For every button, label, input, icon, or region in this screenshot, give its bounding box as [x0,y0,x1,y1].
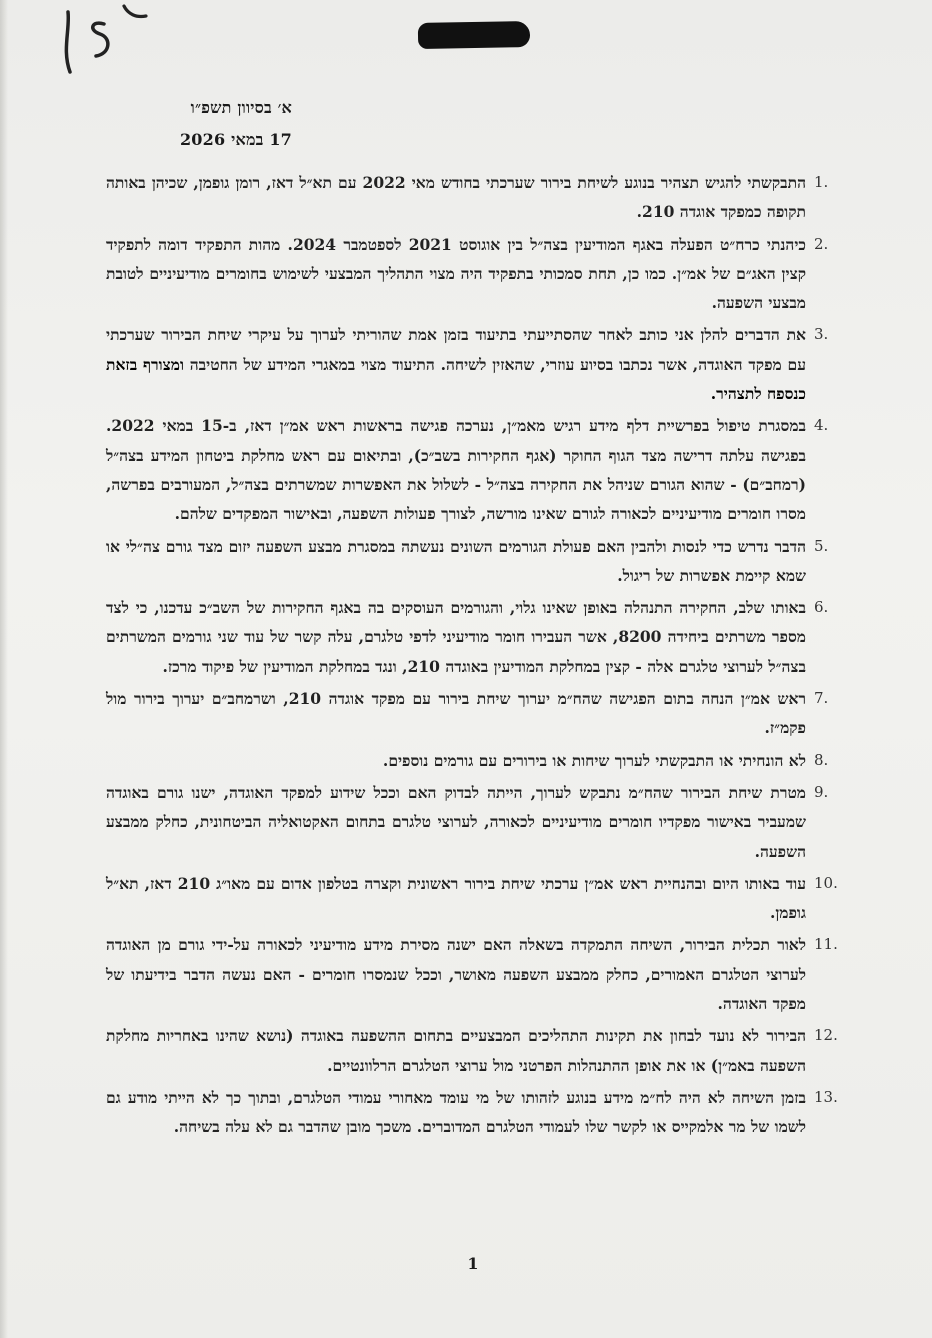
handwritten-initials-mark [40,2,150,74]
paragraph-number: 1. [814,173,829,191]
paragraph-text: באותו שלב, החקירה התנהלה באופן שאינו גלוי, והגורמים העוסקים בה באגף החקירות של השב״כ עדכנו, כי לצד מספר משרתים ביחידה 8200, אשר העבירו חומר מודיעיני לדפי טלגרם, עלה קשר של עוד שני גורמים המשרתים בצה״ל לערוצי טלגרם אלה - קצין במחלקת המודיעין באוגדה 210, ונגד במחלקת המודיעין של פיקוד מרכז. [106,598,806,676]
paragraph-text: לאור תכלית הבירור, השיחה התמקדה בשאלה האם ישנה מסירת מידע מודיעיני לכאורה על-ידי גורם מן האוגדה לערוצי הטלגרם האמורים, כחלק ממבצע השפעה מאושר, וככל שנמסרו חומרים - האם נעשה הדבר בידיעתו של מפקד האוגדה. [106,935,806,1014]
paragraph-text: התבקשתי להגיש תצהיר בנוגע לשיחת בירור שערכתי בחודש מאי 2022 עם תא״ל דאז, רומן גופמן, שכיהן באותה תקופה כמפקד אוגדה 210. [106,173,807,222]
paragraph-12 [106,1021,838,1080]
paragraph-1 [106,168,829,227]
paragraph-number: 8. [814,750,829,769]
redacted-block [418,21,530,49]
hebrew-date: א׳ בסיוון תשפ״ו [190,98,292,117]
paragraph-5 [106,532,829,591]
paragraph-7 [106,684,829,743]
paragraph-text: לא הונחיתי או התבקשתי לערוך שיחות או בירורים עם גורמים נוספים. [382,750,806,770]
paragraph-10 [106,869,838,928]
paragraph-text-main: את הדברים להלן אני כותב לאחר שהסתייעתי בתיעוד בזמן אמת שהוריתי לערוך על עיקרי שיחת הבירור שערכתי עם מפקד האוגדה, אשר נכתבו בסיוע עוזרי, שהאזין לשיחה. התיעוד מצוי במאגרי המידע של החטיבה [106,325,806,374]
affidavit-paragraphs [106,168,838,1145]
annex-note: ומצורף בזאת כנספח לתצהיר. [106,354,806,404]
paragraph-text: הבירור לא נועד לבחון את תקינות התהליכים המבצעיים בתחום ההשפעה באוגדה (נושא שהינו באחריות מחלקת השפעה באמ״ן) או את אופן ההתנהלות הפרטני מול ערוצי הטלגרם הרלוונטיים. [106,1026,806,1075]
paragraph-text [106,320,806,408]
paragraph-text: מטרת שיחת הבירור שהח״מ נתבקש לערוך, הייתה לבדוק האם וככל שידוע למפקד האוגדה, ישנו גורם באוגדה שמעביר באישור מפקדיו חומרים מודיעיניים לכאורה, לערוצי טלגרם בתחום האקטואליה הביטחונית, כחלק ממבצע השפעה. [106,782,806,861]
paragraph-number: 7. [814,689,829,708]
paragraph-13 [106,1083,838,1142]
paragraph-text: עוד באותו היום ובהנחיית ראש אמ״ן ערכתי שיחת בירור ראשונית וקצרה בטלפון אדום עם מאו״ג 210 דאז, תא״ל גופמן. [106,873,806,923]
paragraph-3 [106,320,829,408]
paragraph-2 [106,230,829,318]
paragraph-9 [106,778,829,866]
paragraph-text: כיהנתי כרח״ט הפעלה באגף המודיעין בצה״ל בין אוגוסט 2021 לספטמבר 2024. מהות התפקיד דומה לתפקיד קצין האג״ם של אמ״ן. כמו כן, תחת סמכותי בתפקיד היה מצוי התהליך המבצעי לשימוש בחומרים מודיעיניים לטובת מבצעי השפעה. [106,234,806,313]
paragraph-text: במסגרת טיפול בפרשיית דלף מידע רגיש מאמ״ן, נערכה פגישה בראשות ראש אמ״ן דאז, ב-15 במאי 2022. בפגישה עלתה דרישה מצד הגוף החוקר (אגף החקירות בשב״כ), ובתיאום עם ראש מחלקת ביטחון המידע בצה״ל (רמחב״ם) - שהוא הגורם שניהל את החקירה בצה״ל - לשלול את האפשרות שמשרתים בצה״ל, המעורבים בפרשה, מסרו חומרים מודיעיניים לכאורה לגורם שאינו מורשה, לצורך פעולות השפעה, ובאישור המפקדים שלהם. [106,416,806,524]
paragraph-number: 10. [814,873,838,892]
paragraph-8 [106,746,829,775]
paragraph-number: 9. [814,782,829,801]
paragraph-number: 5. [814,536,829,555]
paragraph-number: 3. [814,325,829,344]
paragraph-number: 11. [814,935,838,954]
paragraph-text: בזמן השיחה לא היה לח״מ מידע בנוגע לזהותו של מי עומד מאחורי עמודי הטלגרם, ובתוך כך לא הייתי מודע גם לשמו של מר אלמקייס או לקשר שלו לעמודי הטלגרם המדוברים. משכך מובן שהדבר גם לא עלה בשיחה. [106,1087,806,1137]
page-shadow-edge [0,0,8,1338]
paragraph-4 [106,411,829,528]
paragraph-text: הדבר נדרש כדי לנסות ולהבין האם פעולת הגורמים השונים נעשתה במסגרת מבצע השפעה יזום מצד גורם צה״לי או שמא קיימת אפשרות של ריגול. [106,536,806,585]
gregorian-date: 17 במאי 2026 [179,130,292,149]
paragraph-number: 6. [814,598,829,617]
paragraph-number: 12. [814,1026,838,1045]
date-block [132,92,292,156]
page-number: 1 [467,1254,479,1273]
paragraph-number: 2. [814,234,829,253]
paragraph-number: 13. [814,1087,838,1106]
paragraph-6 [106,593,829,681]
paragraph-11 [106,930,838,1018]
paragraph-text: ראש אמ״ן הנחה בתום הפגישה שהח״מ יערוך שיחת בירור עם מפקד אוגדה 210, ושרמחב״ם יערוך בירור מול פקמ״ז. [106,689,807,738]
paragraph-number: 4. [814,416,829,435]
